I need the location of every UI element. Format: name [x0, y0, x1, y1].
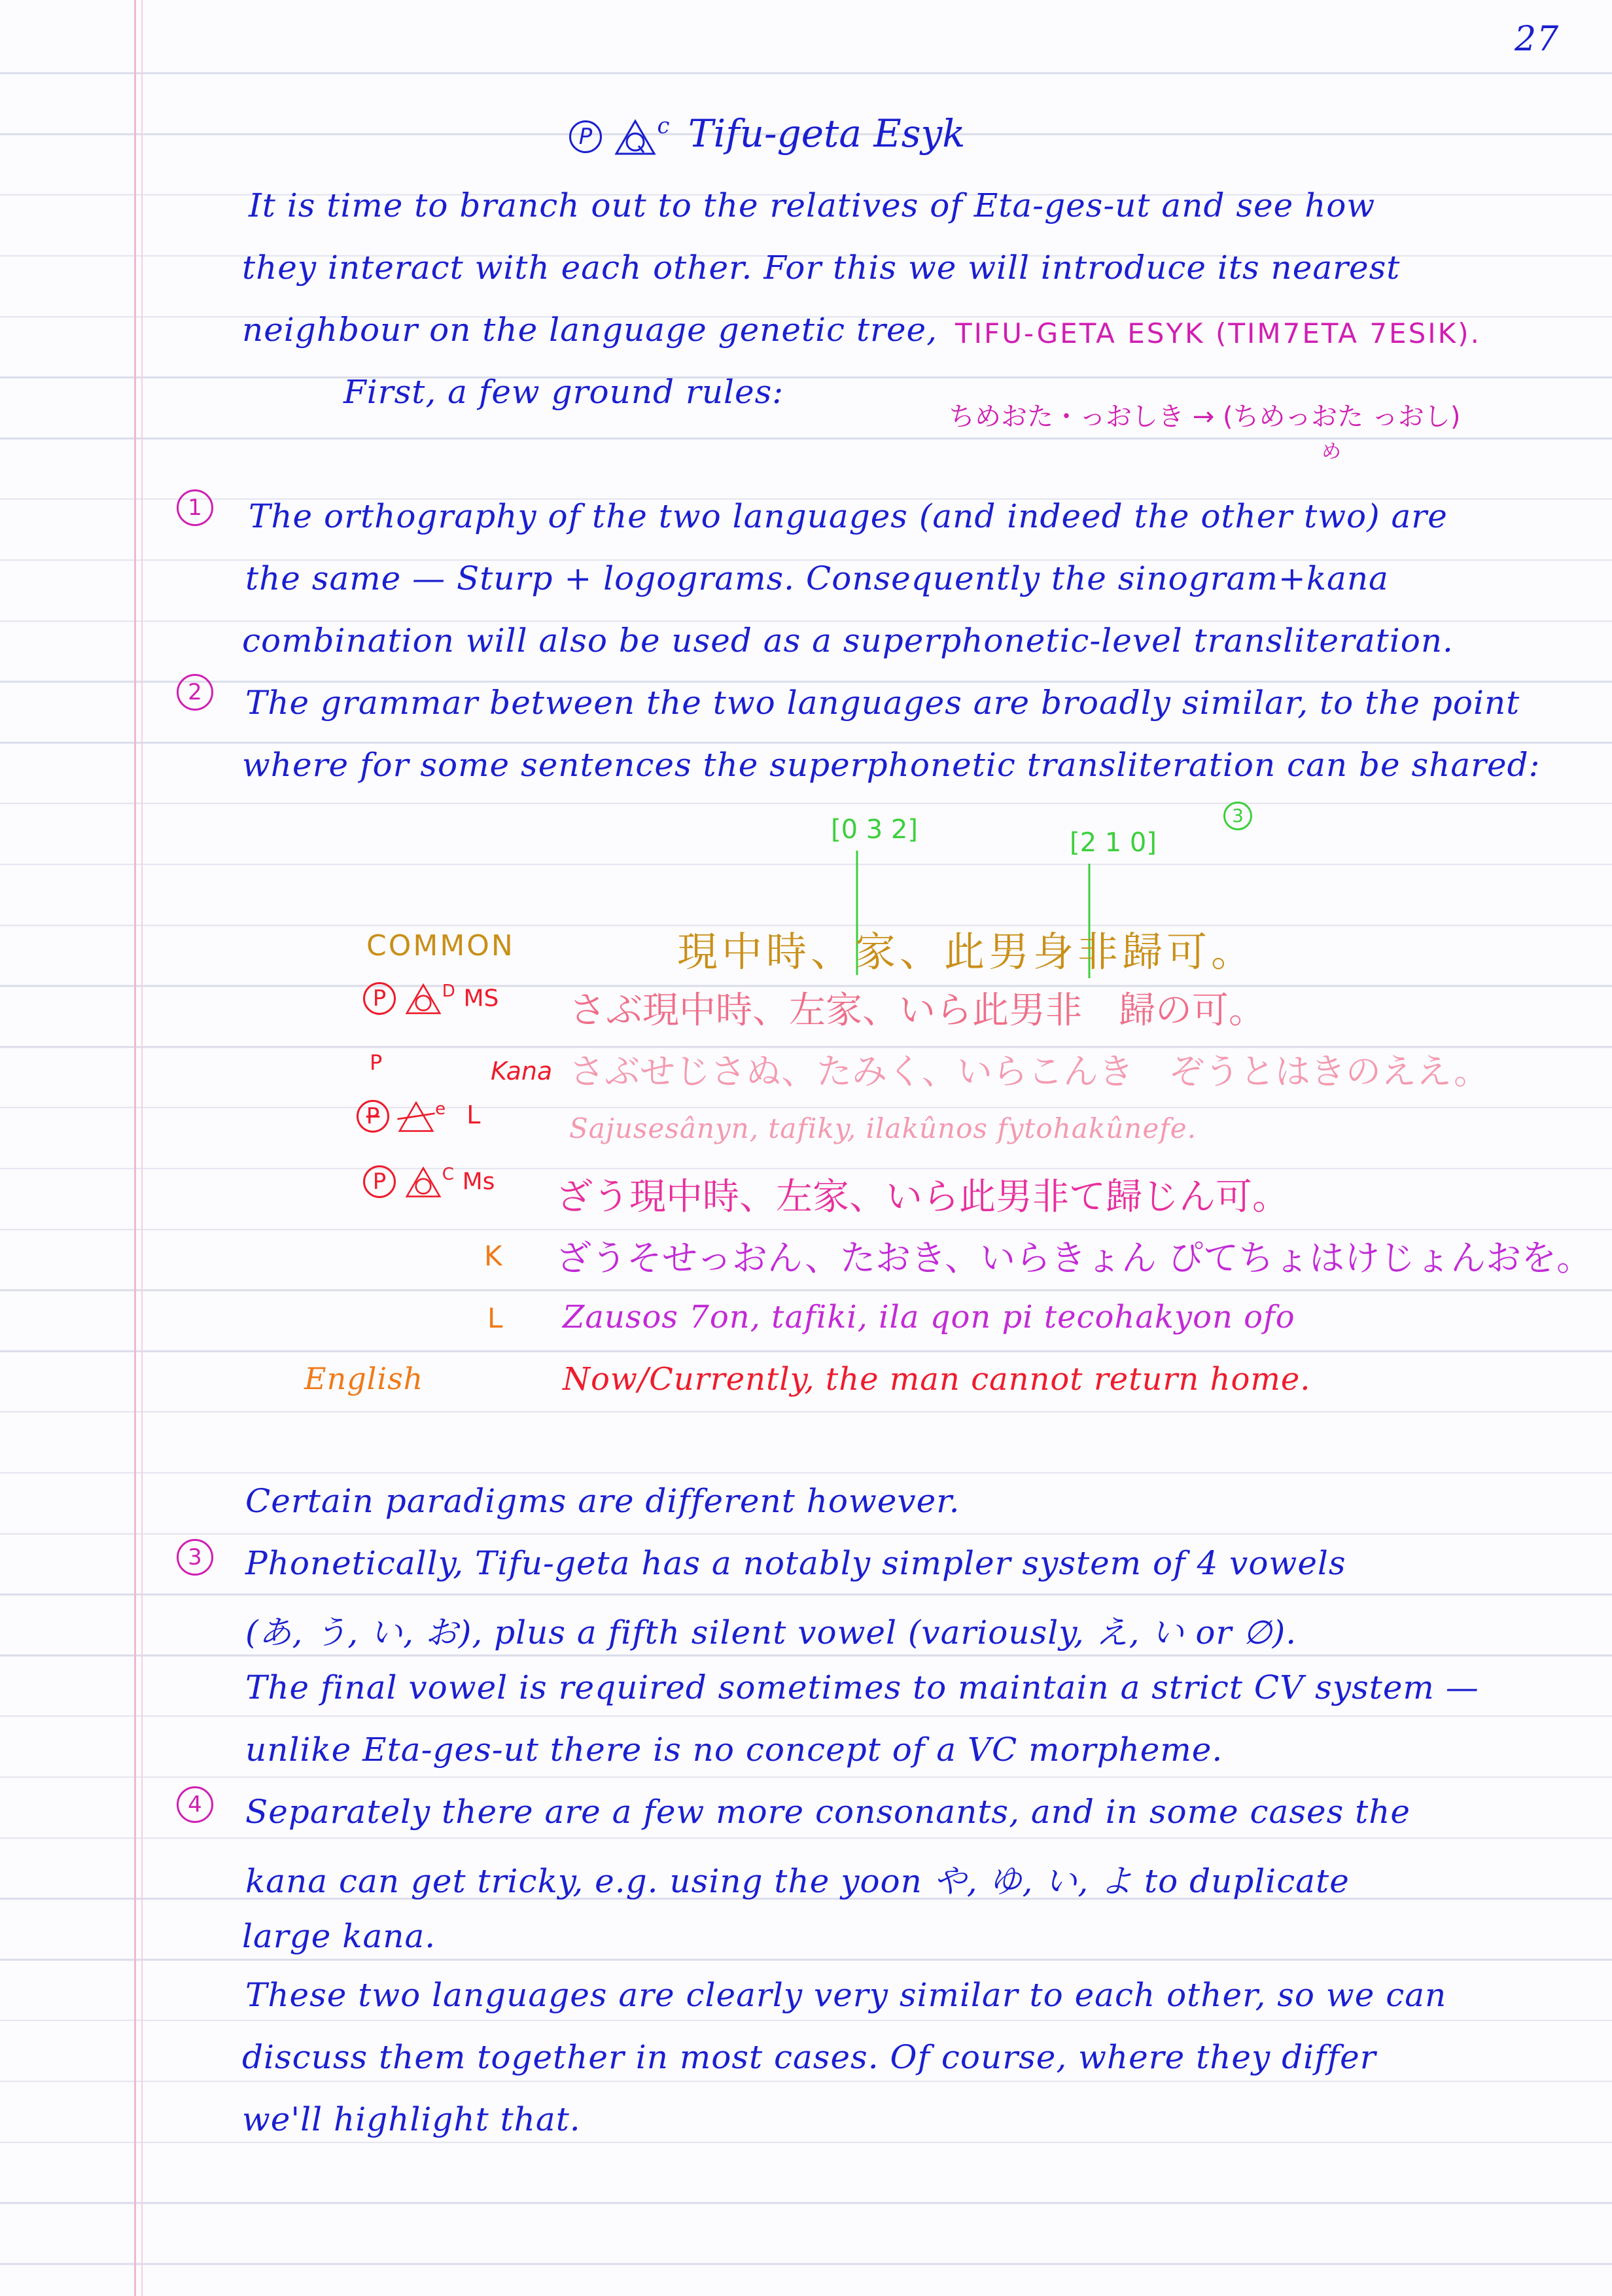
tone-bracket-a: [0 3 2] — [831, 815, 918, 845]
closing-line-3: we'll highlight that. — [242, 2100, 581, 2138]
green-circled-number: 3 — [1223, 802, 1252, 830]
row-3-label: L — [466, 1100, 481, 1129]
point-number-1: 1 — [177, 489, 213, 526]
row-marker-pc — [363, 1165, 495, 1199]
closing-line-1: These two languages are clearly very similar to each other, so we can — [245, 1976, 1447, 2014]
row-2-label: Kana — [491, 1057, 553, 1086]
row-1-label: MS — [463, 985, 499, 1012]
closing-line-2: discuss them together in most cases. Of course, where they differ — [242, 2038, 1376, 2076]
point-number-4: 4 — [177, 1786, 213, 1823]
row-2-marker: P — [370, 1050, 383, 1075]
lower-intro: Certain paradigms are different however. — [245, 1482, 960, 1520]
common-label: COMMON — [366, 929, 515, 963]
point-2-line-1: The grammar between the two languages are broadly similar, to the point — [245, 684, 1520, 722]
point-3-line-4: unlike Eta-ges-ut there is no concept of a VC morpheme. — [245, 1731, 1223, 1769]
intro-line-3: neighbour on the language genetic tree, — [242, 311, 938, 349]
point-1-line-1: The orthography of the two languages (and indeed the other two) are — [249, 497, 1448, 535]
row-p-circle-icon: P — [363, 982, 396, 1015]
point-4-line-2: kana can get tricky, e.g. using the yoon や, ゆ, い, よ to duplicate — [245, 1862, 1350, 1900]
title-text: Tifu-geta Esyk — [688, 111, 966, 156]
point-4-line-1: Separately there are a few more consonants, and in some cases the — [245, 1793, 1411, 1831]
point-1-line-2: the same — Sturp + logograms. Consequently the sinogram+kana — [245, 559, 1389, 597]
page-title — [569, 111, 965, 156]
intro-line-1: It is time to branch out to the relatives of Eta-ges-ut and see how — [249, 186, 1376, 224]
row-4-text: ざう現中時、左家、いら此男非て歸じん可。 — [556, 1176, 1289, 1218]
english-text: Now/Currently, the man cannot return home. — [563, 1361, 1311, 1398]
tone-bracket-b: [2 1 0] — [1070, 828, 1157, 858]
point-number-2: 2 — [177, 674, 213, 711]
point-3-line-3: The final vowel is required sometimes to maintain a strict CV system — — [245, 1669, 1479, 1706]
ground-rules-line: First, a few ground rules: — [343, 373, 784, 411]
margin-line-secondary — [141, 0, 143, 2296]
point-3-line-2: (あ, う, い, お), plus a fifth silent vowel (variously, え, い or ∅). — [245, 1614, 1297, 1651]
row-triangle-icon — [404, 981, 442, 1016]
intro-language-name: TIFU-GETA ESYK (TIM7ETA 7ESIK). — [955, 317, 1481, 349]
row-marker-struck — [357, 1099, 480, 1133]
row-2-text: さぶせじさぬ、たみく、いらこんき ぞうとはきのええ。 — [569, 1051, 1490, 1092]
triangle-q-mark-icon — [614, 117, 657, 156]
row-3-sup: e — [435, 1099, 446, 1119]
row-1-text: さぶ現中時、左家、いら此男非 歸の可。 — [569, 989, 1265, 1032]
row-4-p-circle-icon: P — [363, 1165, 396, 1198]
margin-line — [134, 0, 136, 2296]
row-4-triangle-icon — [404, 1165, 442, 1199]
row-4-sup: C — [442, 1165, 454, 1184]
title-mark-sup: c — [657, 113, 670, 139]
point-4-line-3: large kana. — [242, 1917, 436, 1955]
p-circle-mark: P — [569, 120, 602, 153]
row-1-sup: D — [442, 981, 455, 1001]
row-6-label: L — [487, 1302, 503, 1334]
english-label: English — [304, 1361, 424, 1396]
intro-line-2: they interact with each other. For this we will introduce its nearest — [242, 249, 1401, 287]
common-text: 現中時、家、此男身非歸可。 — [677, 928, 1256, 976]
kana-note: ちめおた・っおしき → (ちめっおた っおし) — [949, 402, 1461, 432]
kana-note-small: め — [1322, 440, 1341, 463]
row-marker-pd — [363, 981, 499, 1016]
point-3-line-1: Phonetically, Tifu-geta has a notably simpler system of 4 vowels — [245, 1544, 1346, 1582]
page-number: 27 — [1515, 20, 1560, 59]
struck-triangle-icon — [397, 1099, 435, 1133]
point-2-line-2: where for some sentences the superphonetic transliteration can be shared: — [242, 746, 1541, 784]
point-1-line-3: combination will also be used as a superphonetic-level transliteration. — [242, 622, 1454, 660]
row-3-text: Sajusesânyn, tafiky, ilakûnos fytohakûnefe. — [569, 1112, 1197, 1144]
row-5-label: K — [484, 1240, 502, 1272]
row-6-text: Zausos 7on, tafiki, ila qon pi tecohakyon ofo — [563, 1299, 1295, 1335]
row-5-text: ざうそせっおん、たおき、いらきょん ぴてちょはけじょんおを。 — [556, 1237, 1592, 1279]
struck-p-circle-icon: P — [357, 1100, 389, 1133]
row-4-label: Ms — [462, 1168, 495, 1195]
point-number-3: 3 — [177, 1539, 213, 1576]
